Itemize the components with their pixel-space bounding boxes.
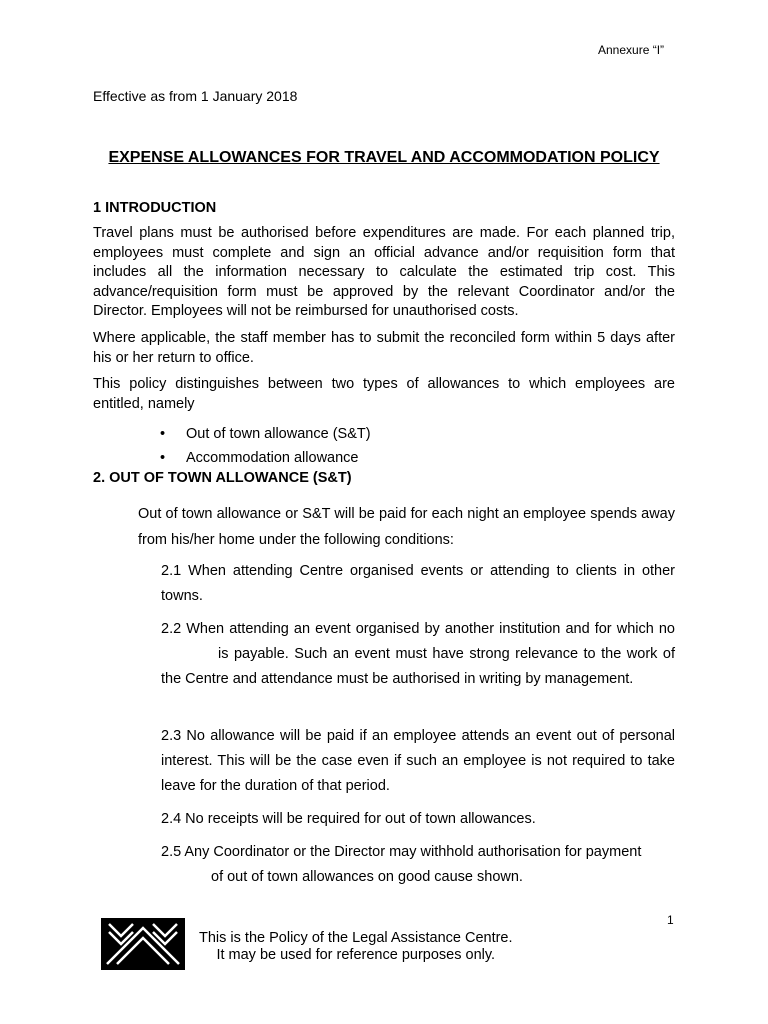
section-2-heading: 2. OUT OF TOWN ALLOWANCE (S&T) — [93, 470, 352, 486]
section-1-heading: 1 INTRODUCTION — [93, 200, 217, 216]
legal-assistance-centre-logo — [101, 918, 185, 970]
effective-date: Effective as from 1 January 2018 — [93, 88, 298, 104]
list-item: • Accommodation allowance — [160, 446, 371, 470]
condition-2-2 — [161, 617, 675, 692]
condition-2-2-part-1: 2.2 When attending an event organised by another institution and for which no — [161, 621, 675, 637]
footer-line-1: This is the Policy of the Legal Assistance Centre. — [199, 930, 513, 946]
condition-2-5-line-1: 2.5 Any Coordinator or the Director may withhold authorisation for payment — [161, 844, 642, 860]
condition-2-3: 2.3 No allowance will be paid if an employee attends an event out of personal interest. This will be the case even if such an employee is not required to take leave for the duration of that period. — [161, 728, 675, 794]
condition-2-5 — [161, 840, 675, 890]
condition-2-5-line-2: of out of town allowances on good cause shown. — [211, 869, 523, 885]
annexure-label: Annexure “I” — [598, 43, 665, 57]
footer-line-2: It may be used for reference purposes only. — [216, 947, 496, 963]
condition-2-2-part-2: is payable. Such an event must have strong relevance to the work of the Centre and attendance must be authorised in writing by management. — [161, 646, 675, 687]
document-title: EXPENSE ALLOWANCES FOR TRAVEL AND ACCOMMODATION POLICY — [108, 149, 660, 166]
allowance-types-list — [160, 422, 371, 470]
list-item: • Out of town allowance (S&T) — [160, 422, 371, 446]
intro-paragraph-1: Travel plans must be authorised before expenditures are made. For each planned trip, employees must complete and sign an official advance and/or requisition form that includes all the information necessary to calculate the estimated trip cost. This advance/requisition form must be approved by the relevant Coordinator and/or the Director. Employees will not be reimbursed for unauthorised costs. — [93, 225, 675, 319]
section-2-intro: Out of town allowance or S&T will be paid for each night an employee spends away from his/her home under the following conditions: — [138, 506, 675, 548]
condition-2-4: 2.4 No receipts will be required for out of town allowances. — [161, 811, 536, 827]
condition-2-1: 2.1 When attending Centre organised events or attending to clients in other towns. — [161, 563, 675, 604]
footer-note — [199, 930, 513, 964]
intro-paragraph-3: This policy distinguishes between two types of allowances to which employees are entitled, namely — [93, 376, 675, 412]
intro-paragraph-2: Where applicable, the staff member has to submit the reconciled form within 5 days after his or her return to office. — [93, 330, 675, 366]
page-number: 1 — [667, 913, 674, 927]
